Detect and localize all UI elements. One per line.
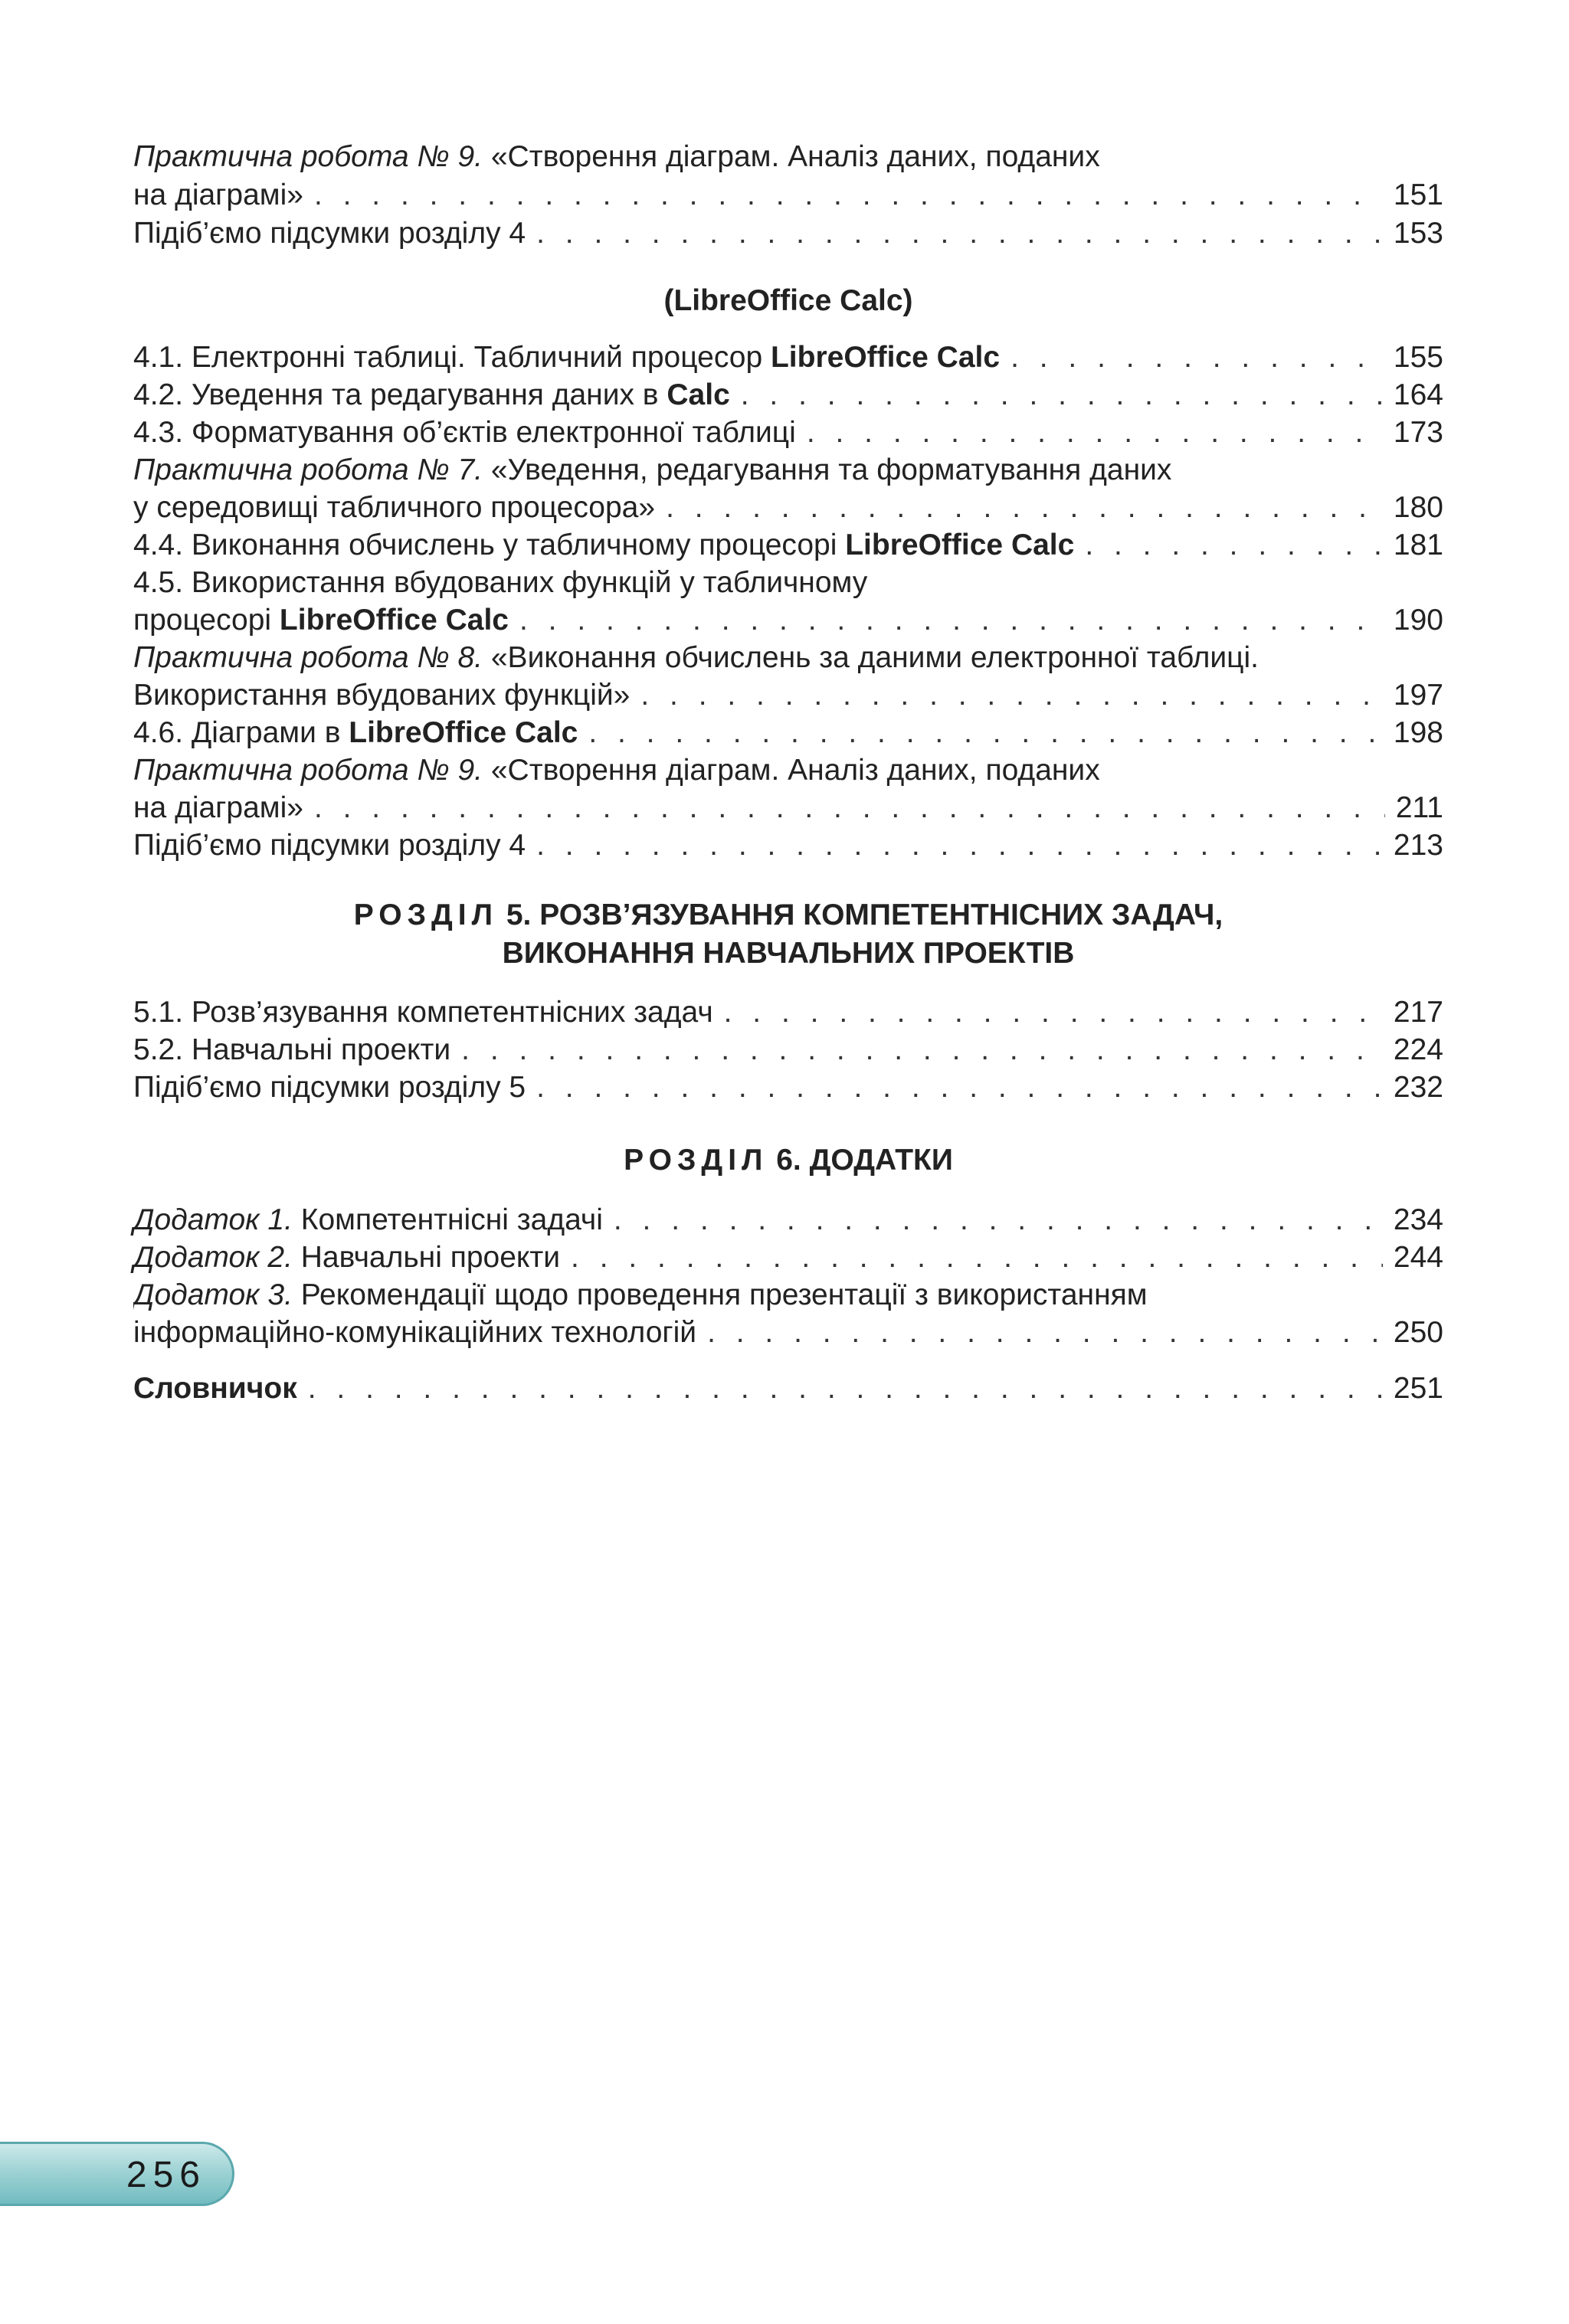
toc-entry-4-5[interactable] <box>133 601 1443 640</box>
entry-text: 4.3. Форматування об’єктів електронної таблиці <box>133 416 796 449</box>
entry-text <box>133 601 509 640</box>
dot-leader <box>314 789 1385 827</box>
page-ref: 164 <box>1393 378 1443 411</box>
entry-text <box>133 1239 560 1277</box>
section5-heading-line2: ВИКОНАННЯ НАВЧАЛЬНИХ ПРОЕКТІВ <box>502 937 1075 970</box>
toc-entry-pr7[interactable] <box>133 489 1443 527</box>
pr9-top-title: «Створення діаграм. Аналіз даних, поданих <box>483 140 1100 173</box>
toc-entry-pr9[interactable] <box>133 789 1443 827</box>
page-ref: 198 <box>1393 716 1443 749</box>
toc-entry-4-3[interactable] <box>133 414 1443 452</box>
entry-text: на діаграмі» <box>133 178 303 211</box>
page-ref: 224 <box>1393 1033 1443 1066</box>
entry-prefix: Додаток 2. <box>133 1241 293 1274</box>
toc-entry-d2[interactable] <box>133 1239 1443 1277</box>
section-label: РОЗДІЛ <box>353 899 498 931</box>
pr8-prefix: Практична робота № 8. <box>133 641 483 674</box>
page-ref: 213 <box>1393 829 1443 862</box>
pr8-title: «Виконання обчислень за даними електронної таблиці. <box>483 641 1259 674</box>
toc-entry-4-4[interactable] <box>133 526 1443 565</box>
page-ref: 173 <box>1393 416 1443 449</box>
e45-line1: 4.5. Використання вбудованих функцій у табличному <box>133 566 868 599</box>
toc-entry-5-2[interactable] <box>133 1031 1443 1069</box>
page-ref: 250 <box>1393 1316 1443 1349</box>
entry-text: на діаграмі» <box>133 791 303 824</box>
pr7-title: «Уведення, редагування та форматування даних <box>483 453 1172 486</box>
entry-text: Використання вбудованих функцій» <box>133 679 631 712</box>
dot-leader <box>536 826 1383 865</box>
page-ref: 180 <box>1393 491 1443 524</box>
entry-text: Підіб’ємо підсумки розділу 4 <box>133 217 526 250</box>
toc-entry-glossary[interactable] <box>133 1370 1443 1408</box>
dot-leader <box>314 176 1383 214</box>
entry-text: 5.2. Навчальні проекти <box>133 1033 451 1066</box>
entry-text: Підіб’ємо підсумки розділу 5 <box>133 1071 526 1104</box>
entry-prefix: Додаток 1. <box>133 1203 293 1236</box>
d3-prefix: Додаток 3. <box>133 1278 293 1311</box>
pr9-prefix: Практична робота № 9. <box>133 754 483 787</box>
pr9-line1 <box>133 751 1443 790</box>
entry-text-bold: LibreOffice Calc <box>279 604 509 637</box>
pr9-top-line1 <box>133 138 1443 176</box>
toc-entry-summary4-top[interactable] <box>133 214 1443 253</box>
entry-text-bold: LibreOffice Calc <box>845 529 1075 561</box>
page-ref: 155 <box>1393 341 1443 374</box>
entry-text: 5.1. Розв’язування компетентнісних задач <box>133 996 713 1029</box>
entry-text-bold: LibreOffice Calc <box>349 716 578 749</box>
page-ref: 232 <box>1393 1071 1443 1104</box>
page-ref: 181 <box>1393 529 1443 561</box>
entry-text: інформаційно-комунікаційних технологій <box>133 1316 697 1349</box>
entry-text-plain: 4.6. Діаграми в <box>133 716 349 749</box>
page-ref: 234 <box>1393 1203 1443 1236</box>
pr9-top-prefix: Практична робота № 9. <box>133 140 483 173</box>
entry-text <box>133 714 578 752</box>
dot-leader <box>519 601 1383 640</box>
toc-entry-4-6[interactable] <box>133 714 1443 752</box>
entry-text-bold: Calc <box>667 378 730 411</box>
entry-text: Підіб’ємо підсумки розділу 4 <box>133 829 526 862</box>
entry-text <box>133 339 1000 377</box>
dot-leader <box>1011 339 1383 377</box>
dot-leader <box>536 1069 1383 1107</box>
pr7-prefix: Практична робота № 7. <box>133 453 483 486</box>
dot-leader <box>640 676 1383 715</box>
entry-text <box>133 526 1074 565</box>
toc-entry-summary5[interactable] <box>133 1069 1443 1107</box>
dot-leader <box>1085 526 1383 565</box>
toc-entry-d1[interactable] <box>133 1201 1443 1239</box>
d3-line1 <box>133 1276 1443 1314</box>
page-ref: 244 <box>1393 1241 1443 1274</box>
dot-leader <box>807 414 1383 452</box>
section-title: 5. РОЗВ’ЯЗУВАННЯ КОМПЕТЕНТНІСНИХ ЗАДАЧ, <box>498 899 1223 931</box>
entry-text-plain: 4.4. Виконання обчислень у табличному процесорі <box>133 529 846 561</box>
section-label: РОЗДІЛ <box>624 1144 768 1177</box>
dot-leader <box>666 489 1383 527</box>
entry-text <box>133 376 730 414</box>
toc-entry-4-2[interactable] <box>133 376 1443 414</box>
section5-heading-line1 <box>133 896 1443 935</box>
entry-text-plain: процесорі <box>133 604 280 637</box>
entry-text-plain: Компетентнісні задачі <box>292 1203 603 1236</box>
toc-entry-d3[interactable] <box>133 1314 1443 1352</box>
entry-text-plain: 4.2. Уведення та редагування даних в <box>133 378 667 411</box>
page-ref: 211 <box>1395 791 1443 824</box>
pr9-title: «Створення діаграм. Аналіз даних, поданих <box>483 754 1100 787</box>
entry-text: Словничок <box>133 1372 297 1405</box>
toc-entry-pr8[interactable] <box>133 676 1443 715</box>
toc-entry-5-1[interactable] <box>133 993 1443 1032</box>
entry-text-bold: LibreOffice Calc <box>770 341 1001 374</box>
entry-text <box>133 1201 603 1239</box>
section-title: 6. ДОДАТКИ <box>768 1144 953 1177</box>
page-number: 256 <box>126 2155 206 2195</box>
page-ref: 151 <box>1393 178 1443 211</box>
pr7-line1 <box>133 451 1443 489</box>
d3-title: Рекомендації щодо проведення презентації з використанням <box>292 1278 1148 1311</box>
section6-heading <box>133 1141 1443 1180</box>
dot-leader <box>614 1201 1383 1239</box>
entry-text-plain: 4.1. Електронні таблиці. Табличний процесор <box>133 341 771 374</box>
dot-leader <box>741 376 1383 414</box>
page-ref: 153 <box>1393 217 1443 250</box>
dot-leader <box>461 1031 1383 1069</box>
toc-entry-4-1[interactable] <box>133 339 1443 377</box>
dot-leader <box>571 1239 1383 1277</box>
calc-subheading: (LibreOffice Calc) <box>663 284 913 317</box>
toc-entry-pr9-top[interactable] <box>133 176 1443 214</box>
dot-leader <box>724 993 1383 1032</box>
page-ref: 197 <box>1393 679 1443 712</box>
page-ref: 217 <box>1393 996 1443 1029</box>
dot-leader <box>536 214 1383 253</box>
page-number-badge <box>0 2142 234 2206</box>
pr8-line1 <box>133 639 1443 677</box>
page-ref: 190 <box>1393 604 1443 637</box>
dot-leader <box>707 1314 1383 1352</box>
toc-entry-summary4[interactable] <box>133 826 1443 865</box>
entry-text-plain: Навчальні проекти <box>292 1241 561 1274</box>
entry-text: у середовищі табличного процесора» <box>133 491 656 524</box>
dot-leader <box>308 1370 1383 1408</box>
dot-leader <box>588 714 1383 752</box>
page-ref: 251 <box>1393 1372 1443 1405</box>
